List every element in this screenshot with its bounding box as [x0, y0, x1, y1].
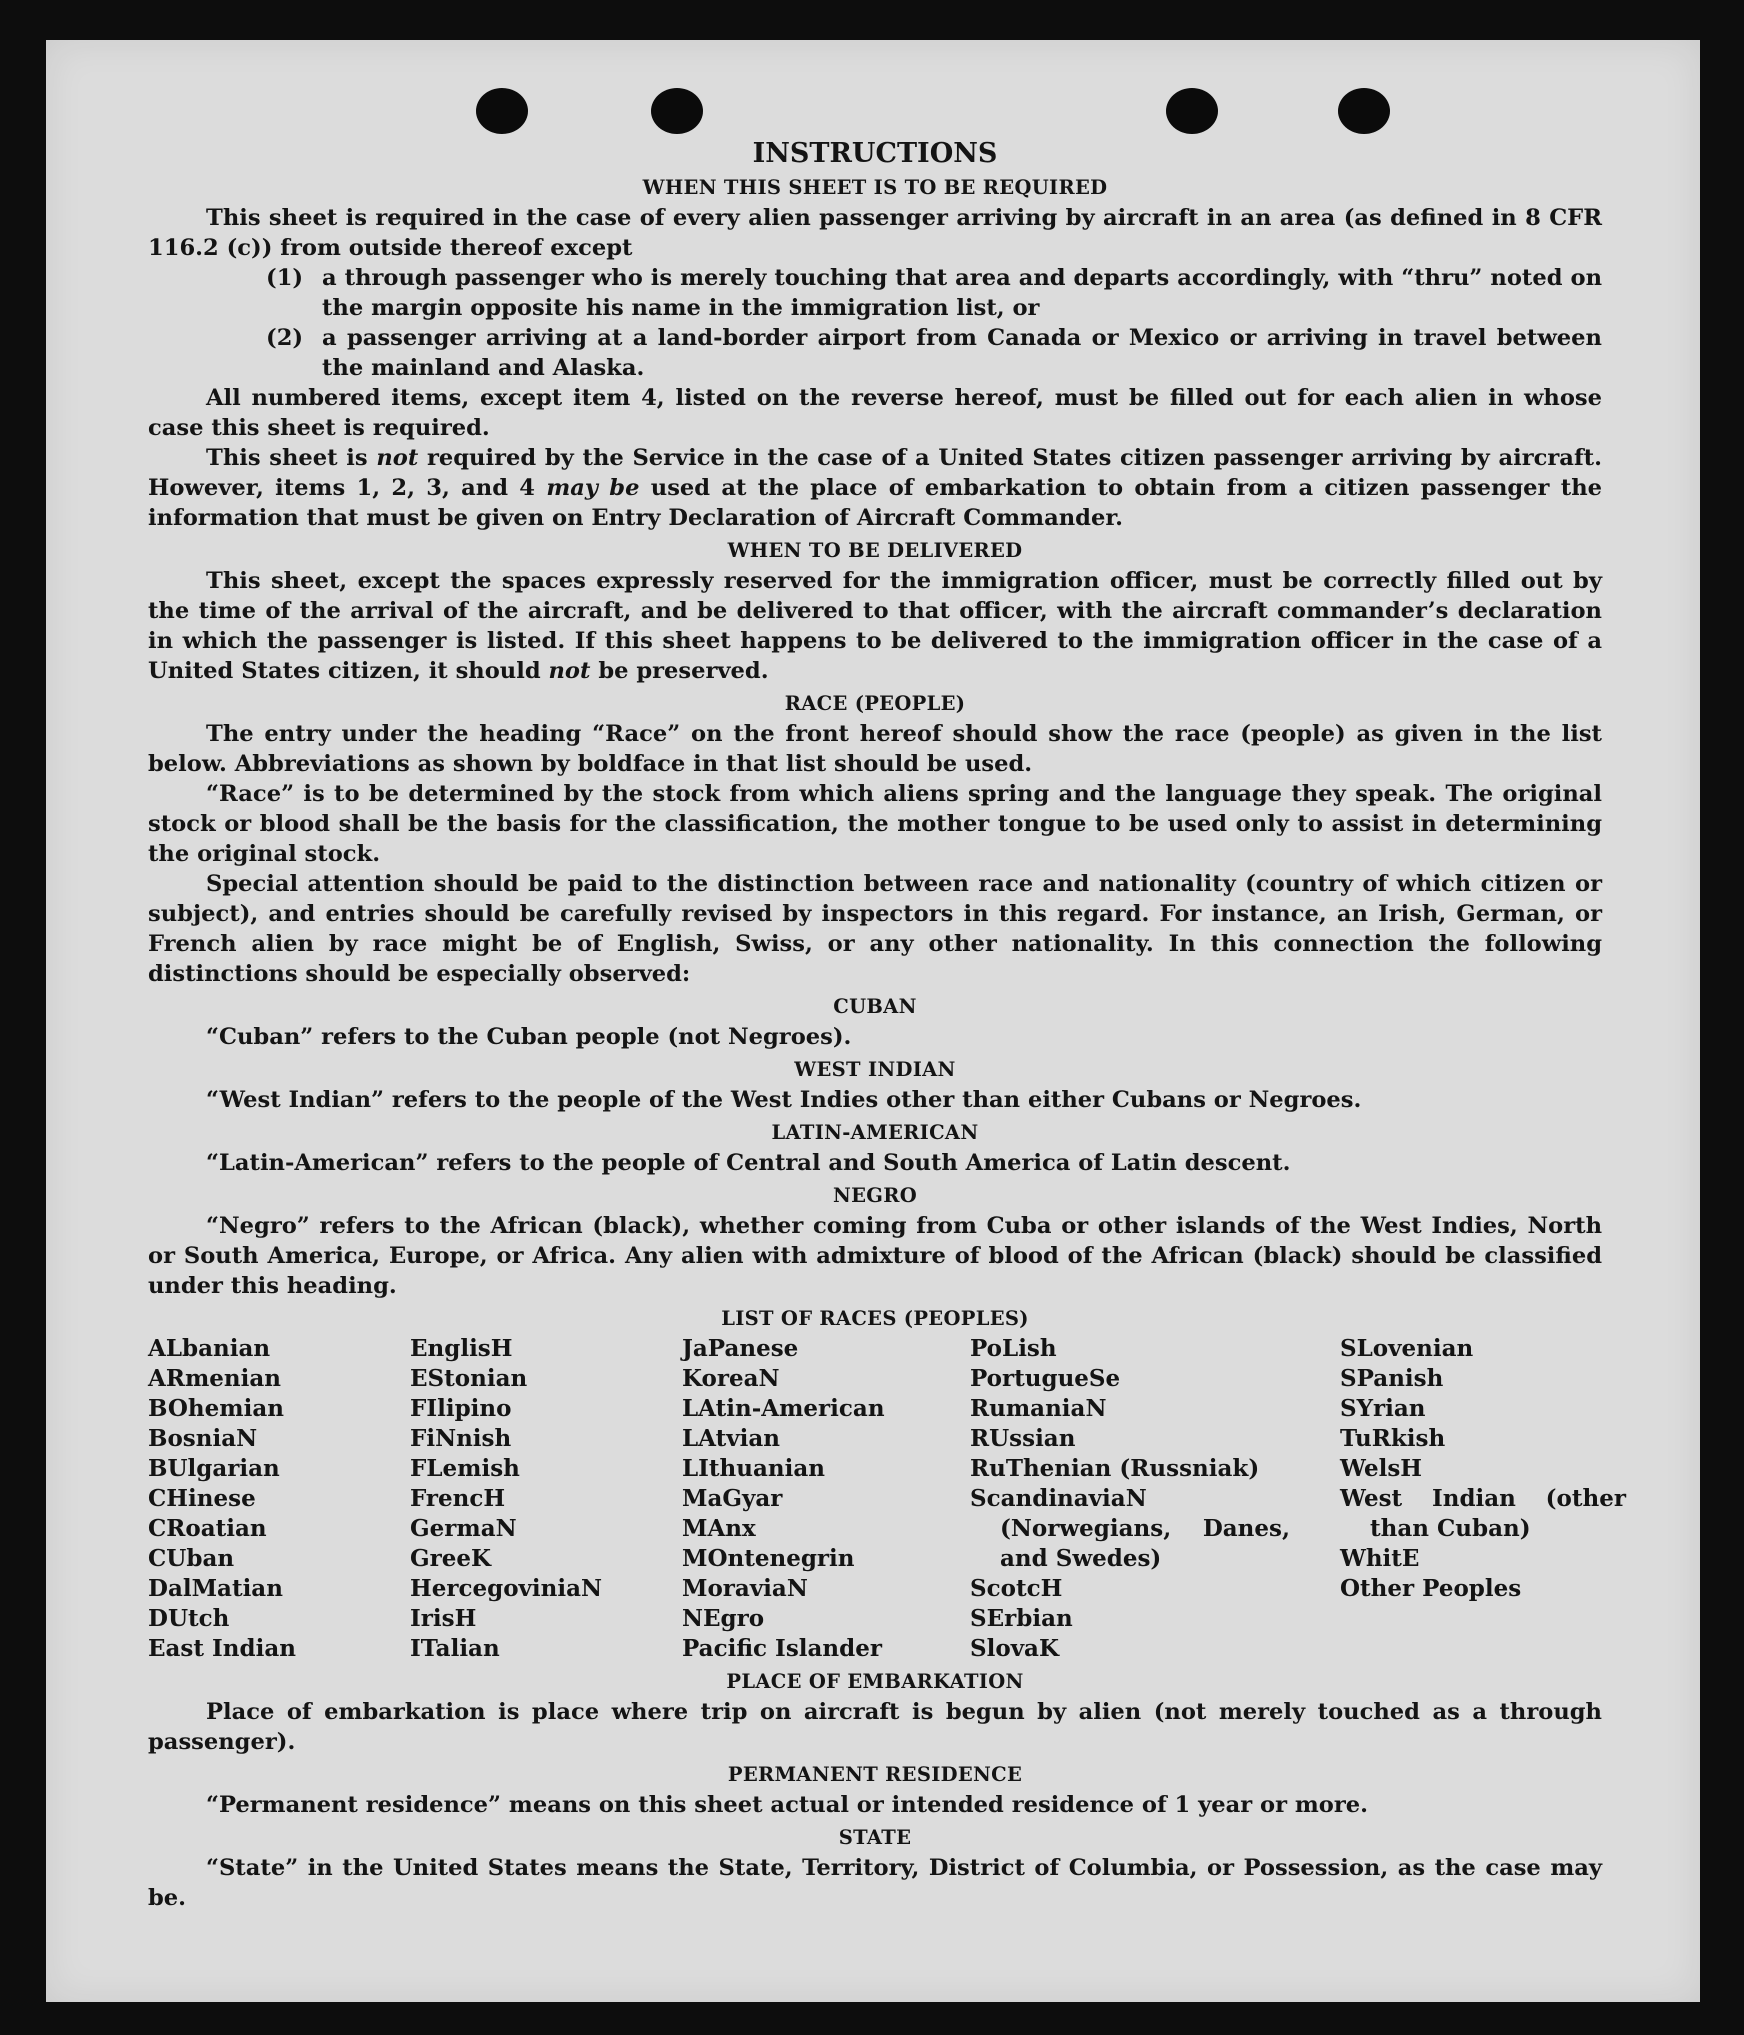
- race-item: BosniaN: [148, 1425, 258, 1452]
- race-item: PortugueSe: [970, 1365, 1121, 1392]
- heading-embarkation: PLACE OF EMBARKATION: [726, 1670, 1024, 1693]
- race-item: GermaN: [410, 1515, 517, 1542]
- race-item: EStonian: [410, 1365, 528, 1392]
- race-item: SErbian: [970, 1605, 1073, 1632]
- race-item: SlovaK: [970, 1635, 1059, 1662]
- race-item: SLovenian: [1340, 1335, 1474, 1362]
- race-item: MaGyar: [682, 1485, 783, 1512]
- race-item: ScotcH: [970, 1575, 1063, 1602]
- race-column-2: [410, 1334, 682, 1664]
- paragraph-race-1: The entry under the heading “Race” on the front hereof should show the race (people) as given in the list below. Abbreviations as shown by boldface in that list should be used.: [148, 721, 1602, 777]
- heading-west-indian: WEST INDIAN: [794, 1058, 956, 1081]
- race-item: RuThenian (Russniak): [970, 1455, 1260, 1482]
- race-item: ALbanian: [148, 1335, 271, 1362]
- race-item: GreeK: [410, 1545, 492, 1572]
- heading-permanent-residence: PERMANENT RESIDENCE: [727, 1763, 1023, 1786]
- definition-negro: “Negro” refers to the African (black), whether coming from Cuba or other islands of the West Indies, North or South America, Europe, or Africa. Any alien with admixture of blood of the African (black) should be classified under this heading.: [148, 1213, 1602, 1299]
- race-item: LAtvian: [682, 1425, 780, 1452]
- race-item: MOntenegrin: [682, 1545, 855, 1572]
- race-item: IrisH: [410, 1605, 477, 1632]
- instructions-content: [148, 126, 1626, 1913]
- race-item: FIlipino: [410, 1395, 512, 1422]
- race-item: ARmenian: [148, 1365, 282, 1392]
- item-text: a passenger arriving at a land-border airport from Canada or Mexico or arriving in travel between the mainland and Alaska.: [322, 325, 1602, 381]
- race-item: MAnx: [682, 1515, 756, 1542]
- race-item: CHinese: [148, 1485, 256, 1512]
- page-title: INSTRUCTIONS: [752, 138, 998, 169]
- race-column-3: [682, 1334, 970, 1664]
- race-item: RumaniaN: [970, 1395, 1107, 1422]
- heading-negro: NEGRO: [832, 1184, 918, 1207]
- heading-cuban: CUBAN: [833, 995, 917, 1018]
- race-column-1: [148, 1334, 410, 1664]
- race-item: NEgro: [682, 1605, 765, 1632]
- definition-west-indian: “West Indian” refers to the people of the West Indies other than either Cubans or Negroes.: [206, 1087, 1362, 1113]
- heading-state: STATE: [838, 1826, 912, 1849]
- race-item: KoreaN: [682, 1365, 780, 1392]
- race-item: WhitE: [1340, 1545, 1420, 1572]
- item-number: (2): [266, 325, 304, 351]
- race-item: West Indian (other than Cuban): [1340, 1485, 1626, 1542]
- paragraph-race-3: Special attention should be paid to the distinction between race and nationality (country of which citizen or subject), and entries should be carefully revised by inspectors in this regard. For instance, an Irish, German, or French alien by race might be of English, Swiss, or any other nationality. In this connection the following distinctions should be especially observed:: [148, 871, 1602, 987]
- item-number: (1): [266, 265, 304, 291]
- race-item: SPanish: [1340, 1365, 1444, 1392]
- numbered-item: [266, 323, 1602, 383]
- heading-list-of-races: LIST OF RACES (PEOPLES): [721, 1307, 1029, 1330]
- race-item: LAtin-American: [682, 1395, 885, 1422]
- race-item: CUban: [148, 1545, 235, 1572]
- race-item: RUssian: [970, 1425, 1076, 1452]
- definition-latin-american: “Latin-American” refers to the people of Central and South America of Latin descent.: [206, 1150, 1291, 1176]
- race-item: ITalian: [410, 1635, 500, 1662]
- race-column-5: [1340, 1334, 1626, 1664]
- race-item: BOhemian: [148, 1395, 284, 1422]
- race-item: FiNnish: [410, 1425, 512, 1452]
- race-column-4: [970, 1334, 1340, 1664]
- race-item: SYrian: [1340, 1395, 1426, 1422]
- race-item: EnglisH: [410, 1335, 513, 1362]
- paragraph-numbered-items: All numbered items, except item 4, listed on the reverse hereof, must be filled out for each alien in whose case this sheet is required.: [148, 385, 1602, 441]
- heading-race: RACE (PEOPLE): [784, 692, 966, 715]
- race-item: ScandinaviaN (Norwegians, Danes, and Swedes): [970, 1485, 1290, 1572]
- race-item: FLemish: [410, 1455, 520, 1482]
- race-item: JaPanese: [682, 1335, 799, 1362]
- definition-residence: “Permanent residence” means on this sheet actual or intended residence of 1 year or more.: [206, 1792, 1369, 1818]
- race-item: HercegoviniaN: [410, 1575, 603, 1602]
- paragraph-race-2: “Race” is to be determined by the stock from which aliens spring and the language they speak. The original stock or blood shall be the basis for the classification, the mother tongue to be used only to assist in determining the original stock.: [148, 781, 1602, 867]
- definition-state: “State” in the United States means the State, Territory, District of Columbia, or Possession, as the case may be.: [148, 1855, 1602, 1911]
- paragraph-delivery: This sheet, except the spaces expressly reserved for the immigration officer, must be correctly filled out by the time of the arrival of the aircraft, and be delivered to that officer, with the aircraft commander’s declaration in which the passenger is listed. If this sheet happens to be delivered to the immigration officer in the case of a United States citizen, it should not be preserved.: [148, 568, 1602, 684]
- item-text: a through passenger who is merely touching that area and departs accordingly, with “thru” noted on the margin opposite his name in the immigration list, or: [322, 265, 1602, 321]
- race-item: BUlgarian: [148, 1455, 280, 1482]
- race-item: Other Peoples: [1340, 1575, 1522, 1602]
- paragraph-intro: This sheet is required in the case of every alien passenger arriving by aircraft in an area (as defined in 8 CFR 116.2 (c)) from outside thereof except: [148, 205, 1602, 261]
- paragraph-citizen: This sheet is not required by the Service in the case of a United States citizen passenger arriving by aircraft. However, items 1, 2, 3, and 4 may be used at the place of embarkation to obtain from a citizen passenger the information that must be given on Entry Declaration of Aircraft Commander.: [148, 445, 1602, 531]
- race-item: East Indian: [148, 1635, 296, 1662]
- race-item: CRoatian: [148, 1515, 267, 1542]
- race-item: WelsH: [1340, 1455, 1423, 1482]
- race-item: Pacific Islander: [682, 1635, 882, 1662]
- heading-when-delivered: WHEN TO BE DELIVERED: [727, 539, 1023, 562]
- race-item: PoLish: [970, 1335, 1057, 1362]
- race-item: TuRkish: [1340, 1425, 1446, 1452]
- heading-latin-american: LATIN-AMERICAN: [771, 1121, 979, 1144]
- numbered-item: [266, 263, 1602, 323]
- race-item: MoraviaN: [682, 1575, 808, 1602]
- definition-cuban: “Cuban” refers to the Cuban people (not Negroes).: [206, 1024, 852, 1050]
- race-item: DalMatian: [148, 1575, 283, 1602]
- document-sheet: [46, 40, 1700, 2002]
- heading-when-required: WHEN THIS SHEET IS TO BE REQUIRED: [642, 176, 1108, 199]
- definition-embarkation: Place of embarkation is place where trip on aircraft is begun by alien (not merely touched as a through passenger).: [148, 1699, 1602, 1755]
- race-item: FrencH: [410, 1485, 506, 1512]
- race-item: LIthuanian: [682, 1455, 825, 1482]
- race-list: [148, 1334, 1626, 1664]
- race-item: DUtch: [148, 1605, 230, 1632]
